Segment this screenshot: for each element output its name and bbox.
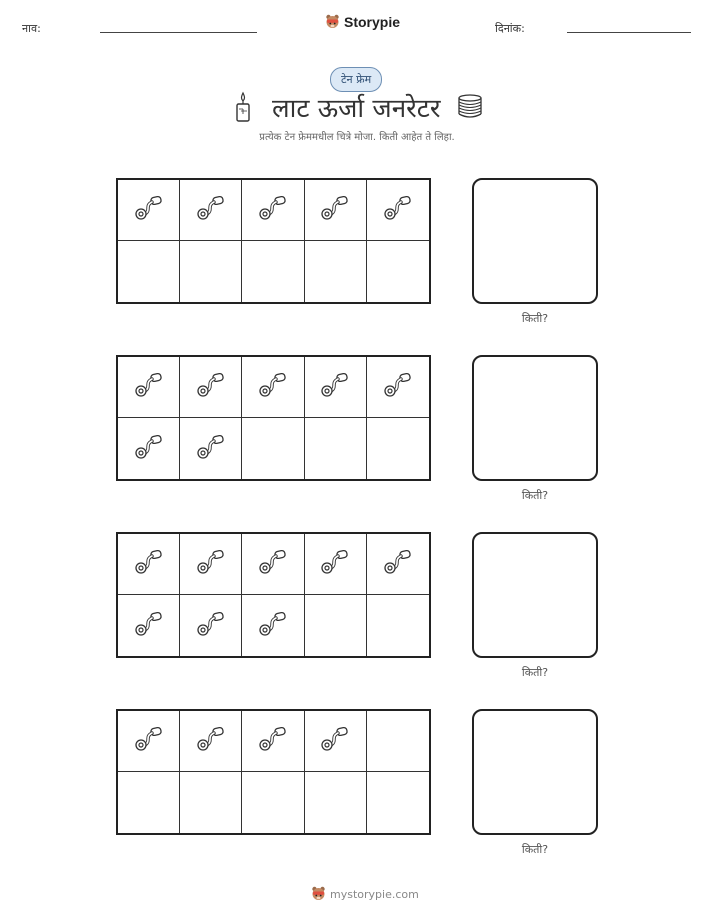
- footer-url[interactable]: mystorypie.com: [330, 887, 419, 901]
- ten-frame-cell: [242, 595, 304, 656]
- answer-box[interactable]: [472, 709, 598, 835]
- ten-frame-cell: [242, 418, 304, 479]
- hand-crank-icon: [258, 372, 288, 402]
- ten-frame-cell: [305, 711, 367, 772]
- hand-crank-icon: [196, 434, 226, 464]
- date-field[interactable]: [567, 32, 691, 33]
- ten-frame-cell: [367, 418, 429, 479]
- answer-label: किती?: [521, 666, 549, 679]
- hand-crank-icon: [383, 195, 413, 225]
- hand-crank-icon: [134, 195, 164, 225]
- ten-frame-cell: [180, 595, 242, 656]
- ten-frame-cell: [305, 418, 367, 479]
- brand-name: Storypie: [344, 14, 401, 30]
- ten-frame-cell: [367, 180, 429, 241]
- ten-frame-cell: [242, 534, 304, 595]
- hand-crank-icon: [134, 549, 164, 579]
- hand-crank-icon: [320, 549, 350, 579]
- hand-crank-icon: [134, 611, 164, 641]
- hand-crank-icon: [196, 726, 226, 756]
- storypie-mascot-icon: [325, 14, 340, 30]
- ten-frame-cell: [367, 534, 429, 595]
- date-label: दिनांक:: [495, 22, 525, 35]
- answer-box[interactable]: [472, 178, 598, 304]
- answer-label: किती?: [521, 312, 549, 325]
- ten-frame: [116, 532, 431, 658]
- ten-frame-cell: [305, 534, 367, 595]
- ten-frame: [116, 178, 431, 304]
- hand-crank-icon: [258, 726, 288, 756]
- instructions: प्रत्येक टेन फ्रेममधील चित्रे मोजा. किती आहेत ते लिहा.: [259, 132, 455, 143]
- hand-crank-icon: [320, 726, 350, 756]
- name-label: नाव:: [22, 22, 41, 35]
- ten-frame-cell: [367, 241, 429, 302]
- ten-frame-cell: [118, 772, 180, 833]
- ten-frame-cell: [180, 772, 242, 833]
- ten-frame-cell: [118, 180, 180, 241]
- ten-frame: [116, 355, 431, 481]
- footer: [311, 886, 419, 902]
- coil-icon: [456, 94, 484, 122]
- ten-frame-cell: [305, 772, 367, 833]
- answer-label: किती?: [521, 843, 549, 856]
- hand-crank-icon: [134, 372, 164, 402]
- ten-frame-cell: [180, 534, 242, 595]
- ten-frame-cell: [242, 241, 304, 302]
- ten-frame-cell: [118, 711, 180, 772]
- ten-frame-cell: [118, 595, 180, 656]
- answer-box[interactable]: [472, 355, 598, 481]
- ten-frame-cell: [367, 595, 429, 656]
- hand-crank-icon: [258, 549, 288, 579]
- hand-crank-icon: [258, 195, 288, 225]
- ten-frame-cell: [180, 418, 242, 479]
- hand-crank-icon: [196, 195, 226, 225]
- ten-frame-cell: [305, 180, 367, 241]
- ten-frame-cell: [180, 711, 242, 772]
- hand-crank-icon: [383, 549, 413, 579]
- ten-frame-cell: [118, 241, 180, 302]
- ten-frame-cell: [180, 241, 242, 302]
- ten-frame-cell: [305, 595, 367, 656]
- hand-crank-icon: [196, 611, 226, 641]
- ten-frame-cell: [367, 711, 429, 772]
- worksheet-type-badge: टेन फ्रेम: [330, 67, 382, 92]
- ten-frame-cell: [180, 180, 242, 241]
- answer-box[interactable]: [472, 532, 598, 658]
- hand-crank-icon: [320, 372, 350, 402]
- ten-frame-cell: [242, 180, 304, 241]
- ten-frame: [116, 709, 431, 835]
- ten-frame-cell: [305, 357, 367, 418]
- hand-crank-icon: [134, 726, 164, 756]
- answer-label: किती?: [521, 489, 549, 502]
- storypie-mascot-icon: [311, 886, 326, 902]
- brand-logo: [325, 14, 400, 30]
- hand-crank-icon: [134, 434, 164, 464]
- ten-frame-cell: [367, 772, 429, 833]
- hand-crank-icon: [196, 372, 226, 402]
- candle-icon: [234, 91, 252, 127]
- name-field[interactable]: [100, 32, 257, 33]
- hand-crank-icon: [320, 195, 350, 225]
- hand-crank-icon: [383, 372, 413, 402]
- ten-frame-cell: [180, 357, 242, 418]
- ten-frame-cell: [242, 772, 304, 833]
- hand-crank-icon: [196, 549, 226, 579]
- ten-frame-cell: [242, 357, 304, 418]
- page-title: लाट ऊर्जा जनरेटर: [272, 94, 441, 124]
- ten-frame-cell: [118, 534, 180, 595]
- ten-frame-cell: [242, 711, 304, 772]
- ten-frame-cell: [305, 241, 367, 302]
- hand-crank-icon: [258, 611, 288, 641]
- ten-frame-cell: [367, 357, 429, 418]
- ten-frame-cell: [118, 418, 180, 479]
- ten-frame-cell: [118, 357, 180, 418]
